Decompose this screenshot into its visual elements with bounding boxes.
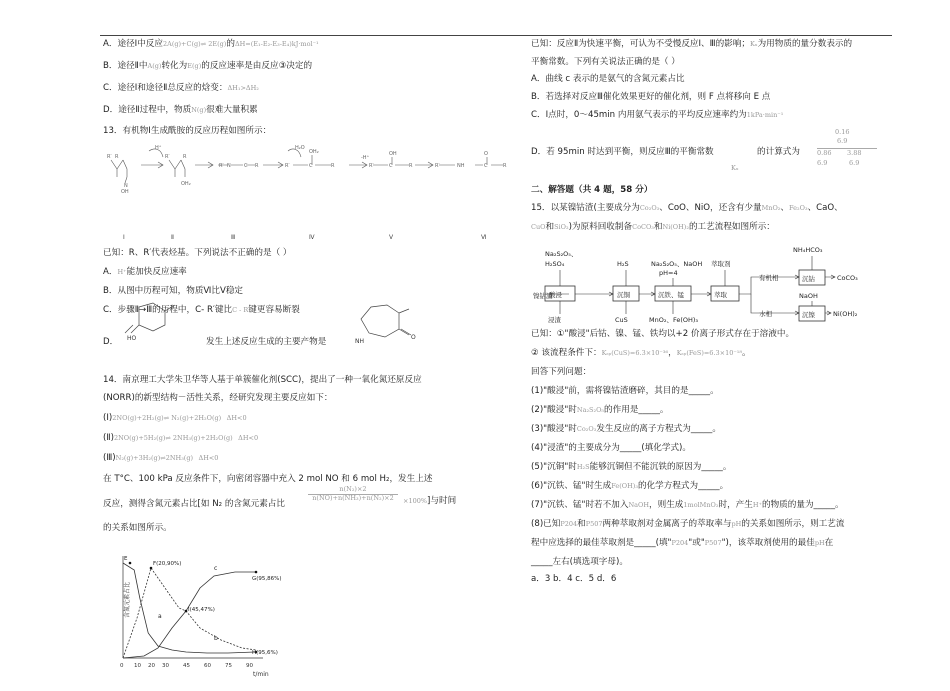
svg-text:OH₂: OH₂ (309, 149, 319, 155)
point-label: E (124, 556, 128, 562)
q14-option-d-end: 的计算式为 (757, 147, 800, 157)
svg-text:R′: R′ (107, 154, 112, 160)
q15-sub-2[interactable]: (2)"酸浸"时Na₂S₂O₅的作用是_____。 (531, 405, 669, 415)
q15-sub-5[interactable]: (5)"沉铜"时H₂S能够沉铜但不能沉铁的原因为_____。 (531, 462, 732, 472)
svg-text:H⁺: H⁺ (155, 145, 162, 151)
point-marker (129, 562, 132, 565)
q14-option-d-fraction: 0.16 6.9 0.86 6.9 3.88 6.9 (817, 129, 887, 175)
svg-text:R′: R′ (435, 163, 440, 169)
svg-text:-H⁺: -H⁺ (361, 155, 370, 161)
svg-text:O: O (484, 151, 488, 157)
cyclohexanone-oxime-structure (119, 301, 189, 341)
curve-label-c: c (214, 565, 218, 572)
q15-known-1: 已知：①"酸浸"后钴、镍、锰、铁均以+2 价离子形式存在于溶液中。 (531, 329, 795, 339)
svg-text:沉铁、锰: 沉铁、锰 (658, 291, 684, 299)
flow-reagent-2: H₂S (617, 260, 629, 268)
svg-text:HO: HO (127, 335, 137, 342)
flow-reagent-1b: H₂SO₄ (545, 260, 565, 268)
flow-organic-phase: 有机相 (759, 274, 779, 282)
q15-stem-2: CuO和SiO₂)为原料回收制备CoCO₃和Ni(OH)₂的工艺流程如图所示： (531, 222, 775, 232)
page-top-rule (100, 35, 892, 36)
svg-text:C: C (244, 163, 248, 169)
svg-text:沉镍: 沉镍 (802, 311, 815, 319)
svg-text:R: R (115, 154, 119, 160)
q15-sub-7[interactable]: (7)"沉铁、锰"时若不加入NaOH，则生成1molMnO₂时，产生H⁺的物质的量为_____。 (531, 500, 844, 510)
flow-aqueous-phase: 水相 (759, 310, 772, 318)
svg-text:C: C (309, 163, 313, 169)
x-tick-label: 75 (225, 663, 232, 669)
svg-text:R′: R′ (285, 163, 290, 169)
q15-sub-8-options[interactable]: a．3 b．4 c．5 d．6 (531, 574, 617, 584)
mech-label-1: Ⅰ (123, 234, 125, 241)
x-tick-label: 60 (204, 663, 211, 669)
q14-fraction: n(N₂)×2 n(NO)+n(NH₃)+n(N₂)×2 (308, 486, 398, 503)
svg-text:NH: NH (355, 338, 364, 345)
svg-text:OH: OH (389, 151, 397, 157)
q14-stem-2: (NORR)的新型结构－活性关系，经研究发现主要反应如下： (103, 393, 333, 403)
flow-out-1: 浸渣 (548, 316, 561, 324)
x-tick-label: 10 (134, 663, 141, 669)
mech-label-5: Ⅴ (389, 234, 394, 241)
mech-label-3: Ⅲ (231, 234, 236, 241)
svg-text:R: R (409, 163, 413, 169)
point-label: F(20,90%) (153, 561, 182, 567)
q14-reaction-1: (Ⅰ)2NO(g)+2H₂(g)⇌ N₂(g)+2H₂O(g) ΔH<0 (103, 413, 247, 423)
q14-fraction-pct: ×100%]与时间 (403, 496, 457, 506)
svg-text:O: O (411, 334, 416, 341)
svg-text:R′: R′ (165, 154, 170, 160)
q15-sub-8-line2: 程中应选择的最佳萃取剂是_____(填"P204"或"P507")，该萃取剂使用的最佳pH在 (531, 538, 834, 548)
flow-feed: 镍钴渣 (533, 292, 553, 300)
point-marker (150, 567, 153, 570)
svg-text:R: R (183, 154, 187, 160)
point-label: H(95,6%) (252, 650, 278, 656)
mech-label-2: Ⅱ (171, 234, 174, 241)
point-label: G(95,86%) (252, 576, 282, 582)
svg-text:R: R (331, 163, 335, 169)
x-tick-label: 90 (246, 663, 253, 669)
left-column (103, 37, 517, 678)
flow-out-2: CuS (615, 316, 628, 324)
curve-label-b: b (214, 635, 218, 642)
svg-text:萃取: 萃取 (714, 291, 727, 299)
right-column (531, 37, 899, 657)
mech-label-6: Ⅵ (481, 234, 487, 241)
point-label: I(45,47%) (188, 607, 215, 613)
svg-text:C: C (389, 163, 393, 169)
flow-out-3: MnO₂、Fe(OH)₃ (649, 316, 699, 324)
x-tick-label: 45 (183, 663, 190, 669)
series-line-c (123, 572, 256, 658)
svg-text:沉钴: 沉钴 (802, 275, 815, 283)
q13-option-a[interactable]: A．H⁺能加快反应速率 (103, 267, 187, 277)
q14-option-d[interactable]: D．若 95min 时达到平衡，则反应Ⅲ的平衡常数 (531, 147, 714, 157)
flow-reagent-5: NH₄HCO₃ (793, 246, 823, 254)
series-line-b (123, 568, 256, 658)
svg-text:酸浸: 酸浸 (549, 291, 562, 299)
flow-reagent-3: Na₂S₂O₅、NaOH (651, 260, 703, 268)
caprolactam-structure (349, 301, 419, 345)
q13-known: 已知：R、R′代表烃基。下列说法不正确的是（ ） (103, 248, 292, 258)
q15-sub-8-line3: _____左右(填选项字母)。 (531, 557, 628, 567)
q15-sub-6[interactable]: (6)"沉铁、锰"时生成Fe(OH)₃的化学方程式为_____。 (531, 481, 729, 491)
q13-option-d-text: 发生上述反应生成的主要产物是 (206, 337, 327, 347)
svg-text:NH: NH (457, 163, 465, 169)
mech-atom-n: N (124, 183, 128, 189)
q13-option-c[interactable]: C．步骤Ⅱ→Ⅲ的历程中，C- R′键比C - R键更容易断裂 (103, 305, 300, 315)
q12-option-d[interactable]: D．途径Ⅱ过程中，物质N(g)很难大量积累 (103, 105, 258, 115)
curve-label-a: a (158, 613, 162, 620)
flow-reagent-1: Na₂S₂O₅、 (545, 250, 578, 258)
q14-option-d-kx: Kₓ (731, 164, 739, 172)
q12-option-c[interactable]: C．途径Ⅰ和途径Ⅱ总反应的焓变：ΔH₁>ΔH₂ (103, 83, 259, 93)
section-2-heading: 二、解答题（共 4 题，58 分） (531, 185, 653, 195)
svg-text:OH₂: OH₂ (181, 181, 191, 187)
q15-stem-1: 15．以某镍钴渣(主要成分为Co₂O₃、CoO、NiO，还含有少量MnO₂、Fe₂O₃、CaO、 (531, 203, 843, 213)
q14-option-a[interactable]: A．曲线 c 表示的是氨气的含氮元素占比 (531, 74, 685, 84)
flow-reagent-3b: pH=4 (659, 269, 678, 277)
q14-reaction-2: (Ⅱ)2NO(g)+5H₂(g)⇌ 2NH₃(g)+2H₂O(g) ΔH<0 (103, 433, 259, 443)
y-axis-label: 含氮元素占比 (124, 581, 131, 618)
flow-reagent-4: 萃取剂 (711, 260, 731, 268)
q14-conditions: 在 T°C、100 kPa 反应条件下，向密闭容器中充入 2 mol NO 和 6 mol H₂，发生上述 (103, 474, 433, 484)
point-marker (255, 571, 258, 574)
q15-sub-1[interactable]: (1)"酸浸"前，需将镍钴渣磨碎，其目的是_____。 (531, 386, 719, 396)
x-axis-label: t/min (253, 671, 269, 678)
svg-text:C: C (484, 163, 488, 169)
q12-option-a[interactable]: A．途径Ⅰ中反应2A(g)+C(g)⇌ 2E(g)的ΔH=(E₁-E₂-E₃-E₄)kJ·mol⁻¹ (103, 39, 319, 49)
svg-text:N: N (227, 163, 231, 169)
q15-known-2: ② 该流程条件下：Kₛₚ(CuS)=6.3×10⁻³⁶，Kₛₚ(FeS)=6.3×10⁻¹⁸。 (531, 348, 751, 358)
q14-reaction-3: (Ⅲ)N₂(g)+3H₂(g)⇌2NH₃(g) ΔH<0 (103, 453, 219, 463)
q14-stem-1: 14．南京理工大学朱卫华等人基于单簇催化剂(SCC)，提出了一种一氧化氮还原反应 (103, 375, 422, 385)
svg-text:R′: R′ (219, 163, 224, 169)
q15-sub-4[interactable]: (4)"浸渣"的主要成分为_____(填化学式)。 (531, 443, 691, 453)
svg-text:沉铜: 沉铜 (617, 291, 630, 299)
q12-option-b[interactable]: B．途径Ⅱ中A(g)转化为E(g)的反应速率是由反应③决定的 (103, 61, 313, 71)
q14-relation: 的关系如图所示。 (103, 523, 172, 533)
point-marker (185, 610, 188, 613)
flow-product-1: CoCO₃ (837, 274, 858, 282)
svg-text:R: R (503, 163, 507, 169)
q13-option-d[interactable]: D． (103, 337, 119, 347)
flow-product-2: Ni(OH)₂ (833, 310, 858, 318)
q15-sub-3[interactable]: (3)"酸浸"时Co₂O₃发生反应的离子方程式为_____。 (531, 424, 721, 434)
svg-text:R′: R′ (369, 163, 374, 169)
q13-mechanism-diagram (103, 147, 517, 243)
mech-label-4: Ⅳ (309, 234, 315, 241)
q13-stem: 13．有机物Ⅰ生成酰胺的反应历程如图所示： (103, 126, 272, 136)
q14-measure: 反应，测得含氮元素占比[如 N₂ 的含氮元素占比 (103, 499, 285, 509)
x-tick-label: 0 (120, 663, 124, 669)
mech-atom-oh: OH (121, 189, 129, 195)
q14-option-c[interactable]: C．Ⅰ点时，0～45min 内用氨气表示的平均反应速率约为1kPa·min⁻¹ (531, 110, 784, 120)
q15-answer-heading: 回答下列问题： (531, 367, 592, 377)
svg-text:R: R (255, 163, 259, 169)
q13-option-b[interactable]: B．从图中历程可知，物质Ⅵ比Ⅴ稳定 (103, 286, 244, 296)
svg-text:H₂O: H₂O (295, 145, 305, 151)
q14-line-chart (103, 543, 282, 691)
q15-sub-8[interactable]: (8)已知P204和P507两种萃取剂对金属离子的萃取率与pH的关系如图所示，则工艺流 (531, 519, 845, 529)
q14-option-b[interactable]: B．若选择对反应Ⅲ催化效果更好的催化剂，则 F 点将移向 E 点 (531, 92, 771, 102)
x-tick-label: 20 (148, 663, 155, 669)
x-tick-label: 30 (162, 663, 169, 669)
q14-known-2: 平衡常数。下列有关说法正确的是（ ） (531, 57, 680, 67)
q14-known-1: 已知：反应Ⅱ为快速平衡，可认为不受慢反应Ⅰ、Ⅲ的影响；Kₓ为用物质的量分数表示的 (531, 39, 853, 49)
flow-reagent-6: NaOH (799, 292, 818, 300)
